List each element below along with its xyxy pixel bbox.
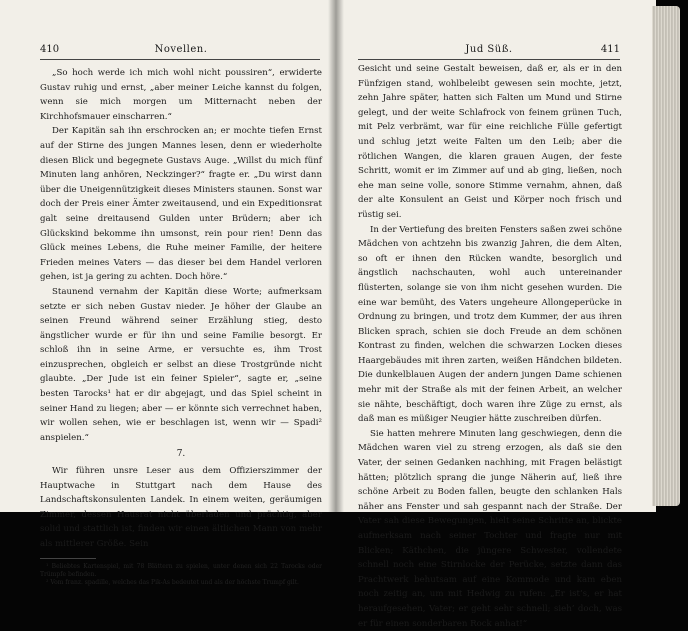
left-page-body [40, 66, 322, 588]
right-page-header [358, 44, 620, 58]
paragraph: Gesicht und seine Gestalt beweisen, daß er, als er in den Fünfzigen stand, wohlbeleibt gewesen sein mochte, jetzt, zehn Jahre später, hatten sich Falten um Mund und Stirne gelegt, und der weite Schlafrock von feinem grünen Tuch, mit Pelz verbrämt, war für eine reichliche Fülle gefertigt und schlug jetzt weite Falten um den Leib; aber die rötlichen Wangen, die klaren grauen Augen, der feste Schritt, womit er im Zimmer auf und ab ging, ließen, noch ehe man seine volle, sonore Stimme vernahm, ahnen, daß der alte Konsulent an Geist und Körper noch frisch und rüstig sei. [358, 64, 622, 220]
page-number-left: 410 [40, 44, 60, 55]
left-page-header [40, 44, 322, 58]
footnote-rule [40, 558, 96, 559]
paragraph: In der Vertiefung des breiten Fensters saßen zwei schöne Mädchen von achtzehn bis zwanzig Jahren, die dem Alten, so oft er ihnen den Rücken wandte, besorglich und ängstlich nachschauten, wohl auch untereinander flüsterten, solange sie von ihm nicht gesehen wurden. Die eine war bemüht, des Vaters ungeheure Allongeperücke in Ordnung zu bringen, und trotz dem Kummer, der aus ihren Blicken sprach, schien sie doch Freude an dem schönen Kontrast zu finden, welchen die schwarzen Locken dieses Haargebäudes mit ihren zarten, weißen Händchen bildeten. Die dunkelblauen Augen der andern jungen Dame schienen mehr mit der Straße als mit der feinen Arbeit, an welcher sie nähte, beschäftigt, doch waren ihre Züge zu ernst, als daß man es müßiger Neugier hätte zuschreiben dürfen. [358, 224, 622, 425]
running-head-left: Novellen. [154, 44, 208, 55]
paragraph: Sie hatten mehrere Minuten lang geschwiegen, denn die Mädchen waren viel zu streng erzogen, als daß sie den Vater, der seinen Gedanken nachhing, mit Fragen belästigt hätten; plötzlich sprang die junge Näherin auf, ließ ihre schöne Arbeit zu Boden fallen, beugte den schlanken Hals näher ans Fenster und sah gespannt nach der Straße. Der Vater sah diese Bewegungen, hielt seine Schritte an, blickte aufmerksam nach seiner Tochter und fragte nur mit Blicken; Käthchen, die jüngere Schwester, vollendete schnell noch eine Stirnlocke der Perücke, setzte dann das Prachtwerk behutsam auf eine Kommode und kam eben noch zeitig an, um mit Hedwig zu rufen: „Er ist’s, er hat heraufgesehen, Vater; er geht sehr schnell; sieh’ doch, was er für einen sonderbaren Rock anhat!“ [358, 428, 622, 629]
footnote-1: ¹ Beliebtes Kartenspiel, mit 78 Blättern zu spielen, unter denen sich 22 Tarocks oder Trümpfe befinden. [40, 562, 322, 578]
paragraph: Der Kapitän sah ihn erschrocken an; er mochte tiefen Ernst auf der Stirne des jungen Mannes lesen, denn er wiederholte diesen Blick und begegnete Gustavs Auge. „Willst du mich fünf Minuten lang anhören, Neckzinger?“ fragte er. „Du wirst dann über die Uneigennützigkeit dieses Ministers staunen. Sonst war doch der Preis einer Ämter zweitausend, und ein Expeditionsrat galt seine dreitausend Gulden unter Brüdern; aber ich Glückskind bekomme ihn umsonst, rein pour rien! Denn das Glück meines Lebens, die Ruhe meiner Familie, der heitere Frieden meines Vaters — das dieser bei dem Handel verloren gehen, ist ja gering zu achten. Doch höre.“ [40, 126, 322, 283]
section-number: 7. [176, 449, 186, 460]
paragraph: Staunend vernahm der Kapitän diese Worte; aufmerksam setzte er sich neben Gustav nieder. Je höher der Glaube an seinen Freund während seiner Erzählung stieg, desto ängstlicher wurde er für ihn und seine Familie besorgt. Er schloß ihn in seine Arme, er versuchte es, ihm Trost einzusprechen, obgleich er selbst an diese Trostgründe nicht glaubte. „Der Jude ist ein feiner Spieler“, sagte er, „seine besten Tarocks¹ hat er dir abgejagt, und das Spiel scheint in seiner Hand zu liegen; aber — er könnte sich verrechnet haben, wir wollen sehen, wie er beschlagen ist, wenn wir — Spadi² anspielen.“ [40, 286, 322, 443]
header-rule-left [40, 59, 320, 60]
paragraph: Wir führen unsre Leser aus dem Offizierszimmer der Hauptwache in Stuttgart nach dem Hause des Landschaftskonsulenten Landek. In einem weiten, geräumigen Zimmer, dessen Hausrat nicht überladen und prächtig, aber solid und stattlich ist, finden wir einen ältlichen Mann von mehr als mittlerer Größe. Sein [40, 466, 322, 549]
page-number-right: 411 [600, 44, 620, 55]
paragraph: „So hoch werde ich mich wohl nicht poussiren“, erwiderte Gustav ruhig und ernst, „aber meiner Leiche kannst du folgen, wenn sie mich morgen um Mitternacht neben der Kirchhofsmauer einscharren.“ [40, 68, 322, 122]
page-edges [652, 6, 680, 506]
footnote-2: ² Vom franz. spadille, welches das Pik-As bedeutet und als der höchste Trumpf gilt. [46, 579, 299, 587]
header-rule-right [358, 59, 620, 60]
right-page [336, 0, 656, 629]
running-head-right: Jud Süß. [465, 44, 513, 55]
right-page-body [358, 62, 622, 631]
book-gutter [328, 0, 344, 512]
footnotes [40, 563, 322, 588]
left-page [0, 0, 336, 587]
